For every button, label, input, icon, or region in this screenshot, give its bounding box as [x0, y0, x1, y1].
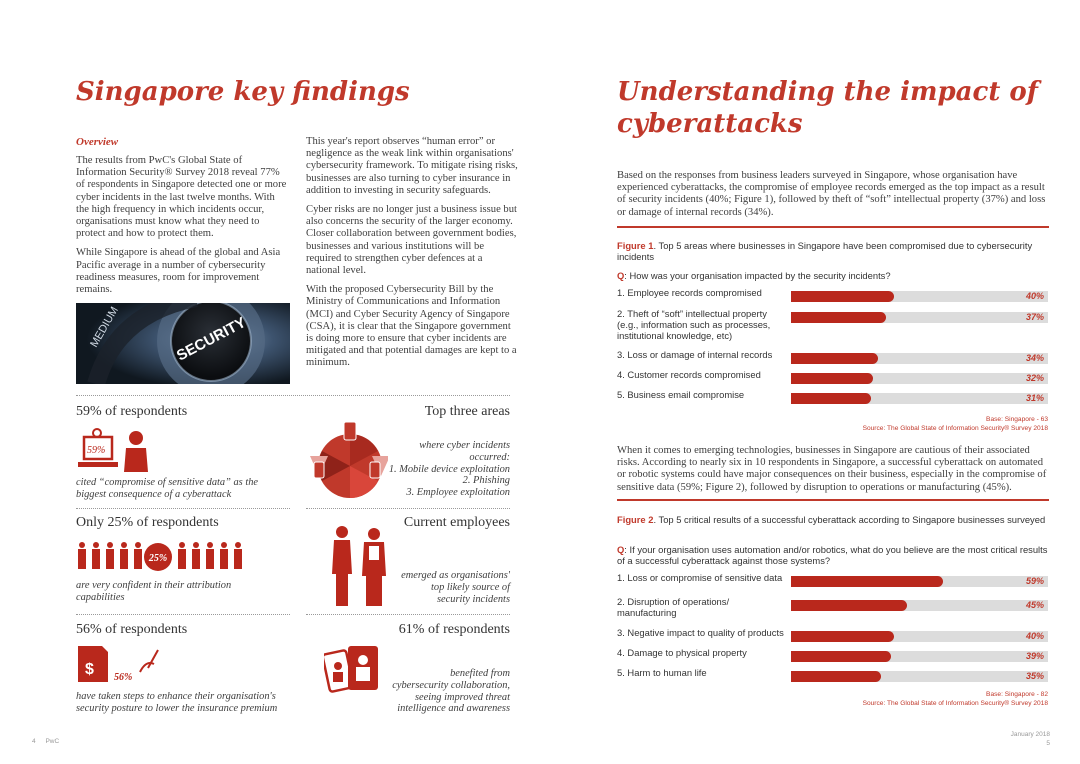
figure2-bar-track [885, 651, 1048, 662]
stat3-title: Only 25% of respondents [76, 515, 219, 530]
figure1-row-label: 5. Business email compromise [617, 389, 745, 400]
stat6-line: benefited from [450, 668, 510, 679]
figure1-row-label: 1. Employee records compromised [617, 287, 762, 298]
figure1-label: Figure 1 [617, 240, 654, 251]
col2-paragraph-3: With the proposed Cybersecurity Bill by the Ministry of Communications and Information (MCI) and Cyber Security Agency of Singapore (CSA), it is clear that the Singapore government is doing more to ensure that cyber incidents are mitigated and that potential damages are kept to a minimum. [306, 284, 517, 369]
figure1-question [617, 270, 1049, 281]
figure1-bar-track [872, 353, 1048, 364]
figure1-rule [617, 226, 1049, 228]
figure2-bar-fill [791, 600, 907, 611]
figure1-bar-value: 40% [1025, 291, 1044, 301]
figure1-caption-text: . Top 5 areas where businesses in Singapore have been compromised due to cybersecurity incidents [617, 240, 1033, 263]
figure1-bar-fill [791, 373, 873, 384]
figure2-bar-fill [791, 631, 894, 642]
figure2-caption [617, 514, 1049, 525]
insurance-document-icon [76, 644, 166, 684]
svg-text:$: $ [85, 661, 94, 678]
figure2-bar [791, 671, 1048, 682]
stat4-line: security incidents [436, 593, 510, 605]
figure1-bar [791, 312, 1048, 323]
figure2-label: Figure 2 [617, 514, 654, 525]
figure1-bar [791, 393, 1048, 404]
left-page-title: Singapore key findings [76, 77, 410, 107]
figure1-bar-track [888, 291, 1048, 302]
figure2-rule [617, 499, 1049, 501]
figure1-q-label: Q [617, 270, 625, 281]
stat3-icon-value: 25% [148, 553, 168, 564]
figure2-bar-value: 39% [1025, 651, 1044, 661]
stat6-title: 61% of respondents [398, 622, 510, 637]
figure2-question-text: : If your organisation uses automation and/or robotics, what do you believe are the most critical results of a successful cyberattack against those systems? [617, 544, 1048, 567]
divider [76, 508, 290, 509]
stat1-title: 59% of respondents [76, 404, 188, 419]
right-intro: Based on the responses from business leaders surveyed in Singapore, whose organisation have experienced cyberattacks, the compromise of employee records emerged as the top impact as a result of security incidents (40%; Figure 1), followed by theft of “soft” intellectual property (37%) and loss or damage of internal records (34%). [617, 170, 1046, 218]
figure2-bar-fill [791, 671, 881, 682]
right-page-number: 5 [1046, 740, 1050, 747]
figure2-row-label: 1. Loss or compromise of sensitive data [617, 572, 783, 583]
figure2-row-label: 2. Disruption of operations/ manufacturing [617, 596, 730, 619]
divider [76, 614, 290, 615]
stat2-line: 2. Phishing [462, 475, 510, 487]
figure2-source-block [800, 691, 1048, 708]
divider [76, 395, 510, 396]
figure2-question [617, 544, 1049, 566]
figure2-bar [791, 651, 1048, 662]
stat6-line: cybersecurity collaboration, [392, 679, 510, 691]
figure1-source: Source: The Global State of Information Security® Survey 2018 [862, 424, 1048, 432]
figure2-bar [791, 600, 1048, 611]
figure1-bar-track [880, 312, 1048, 323]
collaboration-devices-icon [324, 644, 384, 694]
stat6-text [380, 668, 510, 715]
figure2-caption-text: . Top 5 critical results of a successful cyberattack according to Singapore businesses surveyed [653, 514, 1046, 525]
figure1-bar-fill [791, 312, 886, 323]
stat2-line: 3. Employee exploitation [406, 487, 510, 499]
footer-brand: PwC [45, 738, 60, 745]
computer-user-icon [76, 428, 156, 472]
figure1-row-label: 2. Theft of “soft” intellectual property (e.g., information such as processes, institutional knowledge, etc) [617, 308, 771, 342]
stat4-text [380, 570, 510, 605]
stat2-line: where cyber incidents [419, 440, 510, 451]
figure2-bar-fill [791, 651, 891, 662]
right-footer [1000, 730, 1050, 748]
figure1-bar-track [867, 373, 1048, 384]
stat4-line: top likely source of [431, 581, 510, 593]
figure2-bar-fill [791, 576, 943, 587]
col2-paragraph-2: Cyber risks are no longer just a business issue but also concerns the security of the larger economy. Closer collaboration between government bodies, businesses and various institutions will be required to strengthen cyber defences at a national level. [306, 204, 517, 277]
figure2-base: Base: Singapore - 82 [986, 691, 1048, 698]
medium-label: MEDIUM [88, 304, 121, 350]
left-footer [32, 738, 59, 745]
figure1-bar [791, 353, 1048, 364]
stat4-title: Current employees [403, 515, 510, 530]
right-middle-text: When it comes to emerging technologies, businesses in Singapore are cautious of their associated risks. According to nearly six in 10 respondents in Singapore, a successful cyberattack on automated or robotic systems could have major consequences on their business, especially in the compromise of sensitive data (59%; Figure 2), followed by disruption to operations or manufacturing (45%). [617, 445, 1047, 493]
figure1-bar-value: 31% [1025, 393, 1044, 403]
figure1-row-label: 3. Loss or damage of internal records [617, 349, 773, 360]
figure2-row-label: 5. Harm to human life [617, 667, 707, 678]
figure1-bar [791, 291, 1048, 302]
stat5-icon-value: 56% [114, 672, 133, 683]
right-page-title [617, 76, 1038, 140]
stat4-line: emerged as organisations' [401, 570, 510, 581]
right-title-line-1: Understanding the impact of [617, 77, 1038, 107]
stat2-title: Top three areas [424, 404, 510, 419]
col1-paragraph-1: The results from PwC's Global State of Information Security® Survey 2018 reveal 77% of respondents in Singapore detected one or more cyber incidents in the last twelve months. With the high frequency in which incidents occur, organisations must know what they need to protect and how to protect them. [76, 155, 287, 240]
left-column-2 [306, 136, 518, 377]
divider [306, 614, 510, 615]
figure1-caption [617, 240, 1049, 262]
figure1-bar-fill [791, 353, 878, 364]
stat6-line: seeing improved threat [414, 691, 510, 703]
stat2-line: occurred: [469, 451, 510, 463]
figure2-bar-track [875, 671, 1048, 682]
figure2-row-label: 3. Negative impact to quality of products [617, 627, 784, 638]
overview-heading: Overview [76, 136, 119, 148]
figure1-source-block [800, 416, 1048, 433]
stat6-line: intelligence and awareness [397, 703, 510, 715]
security-label: SECURITY [173, 313, 249, 365]
mobile-device-pie-icon [306, 420, 388, 502]
figure2-bar [791, 631, 1048, 642]
figure1-base: Base: Singapore - 63 [986, 416, 1048, 423]
stat2-text [380, 440, 510, 499]
figure2-bar [791, 576, 1048, 587]
figure2-q-label: Q [617, 544, 625, 555]
figure2-bar-value: 45% [1025, 600, 1044, 610]
col1-paragraph-2: While Singapore is ahead of the global and Asia Pacific average in a number of cybersecurity readiness measures, room for improvement remains. [76, 247, 281, 296]
figure1-bar-value: 34% [1025, 353, 1044, 363]
figure1-bar [791, 373, 1048, 384]
stat5-text: have taken steps to enhance their organisation's security posture to lower the insurance premium [76, 691, 278, 714]
figure2-bar-value: 59% [1025, 576, 1044, 586]
figure1-bar-track [865, 393, 1048, 404]
figure2-source: Source: The Global State of Information Security® Survey 2018 [862, 699, 1048, 707]
figure1-bar-value: 32% [1025, 373, 1044, 383]
stat5-title: 56% of respondents [76, 622, 188, 637]
right-title-line-2: cyberattacks [617, 109, 803, 139]
figure1-row-label: 4. Customer records compromised [617, 369, 761, 380]
figure1-bar-fill [791, 393, 871, 404]
divider [306, 508, 510, 509]
figure2-row-label: 4. Damage to physical property [617, 647, 747, 658]
figure1-question-text: : How was your organisation impacted by the security incidents? [624, 270, 891, 281]
figure2-bar-value: 40% [1025, 631, 1044, 641]
col2-paragraph-1: This year's report observes “human error” or negligence as the weak link within organisations' cybersecurity framework. To mitigate rising risks, businesses are also turning to cyber insurance in addition to investing in security safeguards. [306, 136, 518, 196]
footer-date: January 2018 [1010, 731, 1050, 738]
people-icons [76, 540, 246, 572]
stat1-icon-value: 59% [87, 445, 106, 456]
security-photo [76, 303, 290, 384]
left-column-1 [76, 155, 288, 303]
stat3-text: are very confident in their attribution capabilities [76, 580, 232, 603]
stat2-line: 1. Mobile device exploitation [388, 463, 510, 475]
stat1-text: cited “compromise of sensitive data” as the biggest consequence of a cyberattack [76, 477, 259, 500]
figure2-bar-value: 35% [1025, 671, 1044, 681]
figure2-bar-track [888, 631, 1048, 642]
figure1-bar-fill [791, 291, 894, 302]
left-page-number: 4 [32, 738, 36, 745]
figure1-bar-value: 37% [1025, 312, 1044, 322]
